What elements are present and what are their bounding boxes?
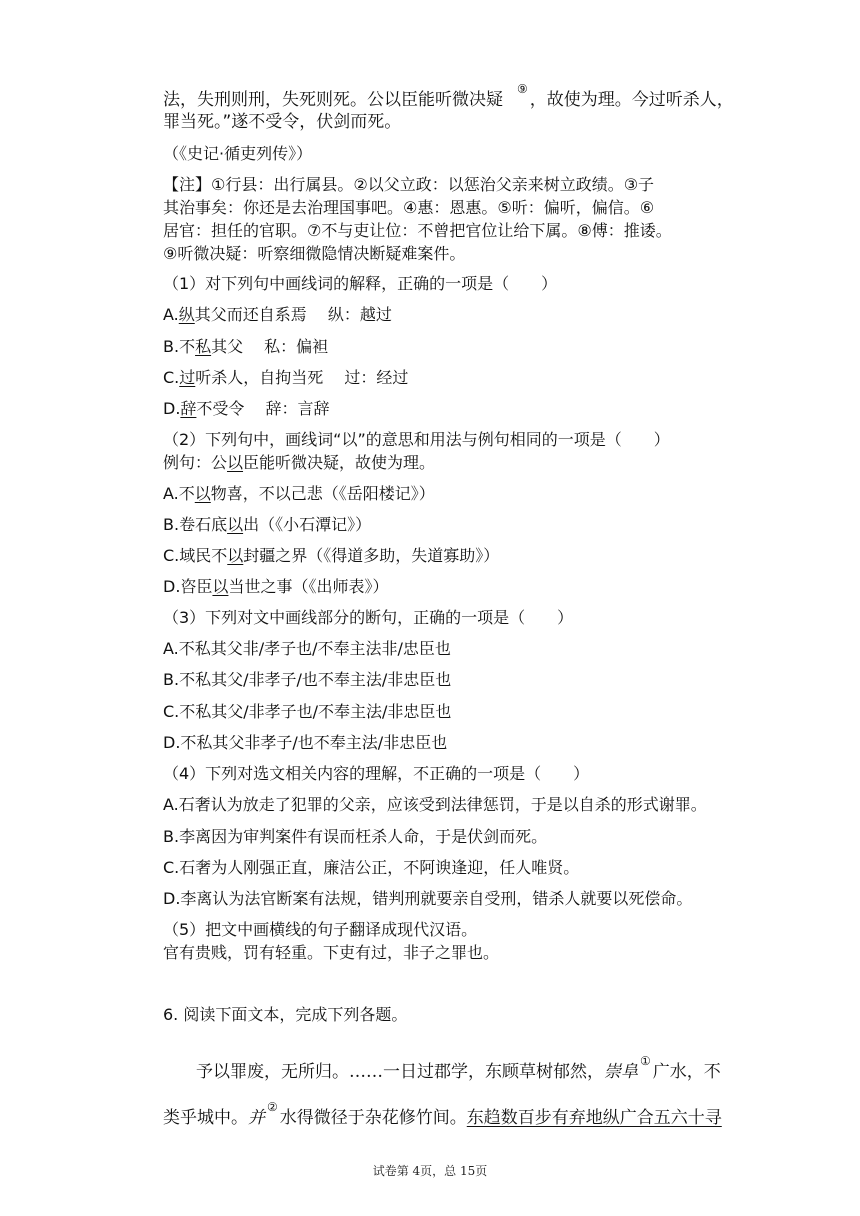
question-stem: （3）下列对文中画线部分的断句，正确的一项是（ ） (163, 608, 574, 627)
option-d: D.辞不受令 辞：言辞 (163, 399, 330, 418)
example-sentence: 例句：公以臣能听微决疑，故使为理。 (163, 453, 436, 472)
reading-paragraph: 类乎城中。并②水得微径于杂花修竹间。东趋数百步有弃地纵广合五六十寻 (163, 1100, 722, 1128)
option-b: B.不私其父 私：偏袒 (163, 337, 329, 356)
option-a: A.纵其父而还自系焉 纵：越过 (163, 305, 392, 324)
question-stem: （4）下列对选文相关内容的理解，不正确的一项是（ ） (163, 764, 590, 783)
option-c: C.不私其父/非孝子也/不奉主法/非忠臣也 (163, 702, 452, 721)
passage-text: 法，失刑则刑，失死则死。公以臣能听微决疑 (163, 90, 503, 110)
option-b: B.卷石底以出（《小石潭记》） (163, 515, 372, 534)
translate-sentence: 官有贵贱，罚有轻重。下吏有过，非子之罪也。 (163, 943, 500, 962)
section-title: 6. 阅读下面文本，完成下列各题。 (163, 1005, 408, 1024)
option-d: D.咨臣以当世之事（《出师表》） (163, 577, 389, 596)
option-a: A.不以物喜，不以己悲（《岳阳楼记》） (163, 484, 435, 503)
reading-paragraph: 予以罪废，无所归。……一日过郡学，东顾草树郁然，崇阜①广水，不 (196, 1054, 721, 1082)
option-b: B.不私其父/非孝子/也不奉主法/非忠臣也 (163, 670, 452, 689)
source-citation: （《史记·循吏列传》） (163, 144, 313, 163)
passage-line: 罪当死。”遂不受令，伏剑而死。 (163, 112, 402, 132)
option-c: C.石奢为人刚强正直，廉洁公正，不阿谀逢迎，任人唯贤。 (163, 858, 580, 877)
note-marker: ⑨ (517, 82, 528, 96)
option-d: D.李离认为法官断案有法规，错判刑就要亲自受刑，错杀人就要以死偿命。 (163, 889, 693, 908)
option-a: A.石奢认为放走了犯罪的父亲，应该受到法律惩罚，于是以自杀的形式谢罪。 (163, 795, 707, 814)
option-d: D.不私其父非孝子/也不奉主法/非忠臣也 (163, 733, 448, 752)
passage-line (163, 78, 734, 111)
passage-text: ，故使为理。今过听杀人， (529, 90, 734, 110)
note-line: ⑨听微决疑：听察细微隐情决断疑难案件。 (163, 244, 466, 263)
note-line: 【注】①行县：出行属县。②以父立政：以惩治父亲来树立政绩。③子 (163, 175, 655, 194)
note-line: 居官：担任的官职。⑦不与吏让位：不曾把官位让给下属。⑧傅：推诿。 (163, 221, 672, 240)
option-b: B.李离因为审判案件有误而枉杀人命，于是伏剑而死。 (163, 827, 548, 846)
option-a: A.不私其父非/孝子也/不奉主法非/忠臣也 (163, 639, 451, 658)
note-line: 其治事矣：你还是去治理国事吧。④惠：恩惠。⑤听：偏听，偏信。⑥ (163, 198, 655, 217)
option-c: C.过听杀人，自拘当死 过：经过 (163, 368, 409, 387)
option-c: C.域民不以封疆之界（《得道多助，失道寡助》） (163, 546, 500, 565)
question-stem: （1）对下列句中画线词的解释，正确的一项是（ ） (163, 274, 558, 293)
page-footer: 试卷第 4页，总 15页 (372, 1164, 488, 1178)
question-stem: （2）下列句中，画线词“以”的意思和用法与例句相同的一项是（ ） (163, 430, 670, 449)
question-stem: （5）把文中画横线的句子翻译成现代汉语。 (163, 920, 478, 939)
